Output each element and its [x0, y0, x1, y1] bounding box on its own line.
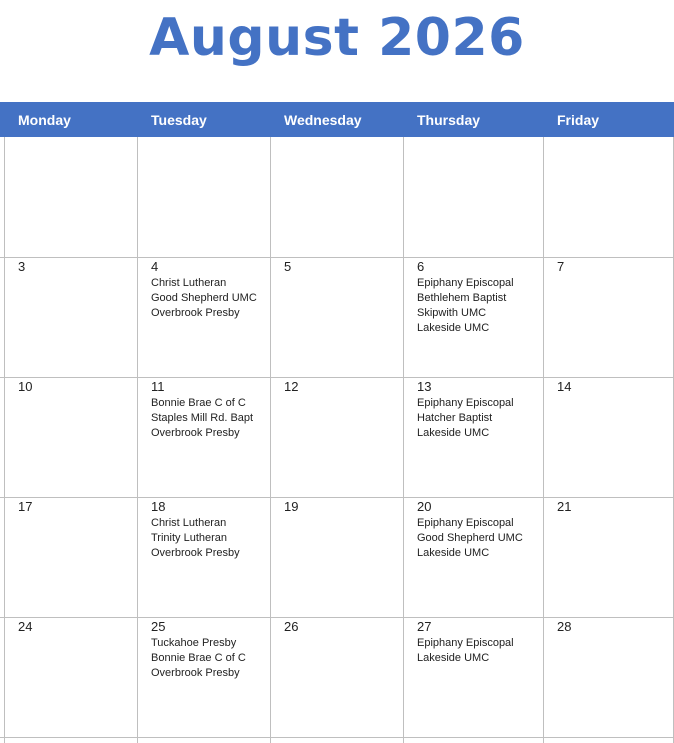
day-number: 6: [417, 259, 425, 274]
event-item[interactable]: Christ Lutheran: [151, 517, 227, 529]
event-item[interactable]: Epiphany Episcopal: [417, 517, 514, 529]
grid-line: [403, 137, 404, 743]
day-number: 25: [151, 619, 166, 634]
event-item[interactable]: Good Shepherd UMC: [151, 292, 257, 304]
day-cell[interactable]: [284, 379, 298, 396]
grid-line: [4, 137, 5, 743]
day-number: 26: [284, 619, 299, 634]
day-number: 27: [417, 619, 432, 634]
day-cell[interactable]: [417, 379, 514, 441]
day-cell[interactable]: [151, 499, 240, 561]
day-number: 20: [417, 499, 432, 514]
header-thursday: Thursday: [417, 112, 481, 128]
day-number: 12: [284, 379, 299, 394]
day-cell[interactable]: [417, 619, 514, 666]
weekday-header-bar: [0, 102, 674, 137]
day-cell[interactable]: [557, 619, 571, 636]
event-item[interactable]: Overbrook Presby: [151, 667, 240, 679]
day-number: 4: [151, 259, 159, 274]
day-cell[interactable]: [557, 499, 571, 516]
day-number: 10: [18, 379, 33, 394]
event-item[interactable]: Lakeside UMC: [417, 427, 490, 439]
day-number: 14: [557, 379, 572, 394]
day-cell[interactable]: [557, 259, 564, 276]
grid-line: [0, 617, 674, 618]
header-friday: Friday: [557, 112, 600, 128]
day-number: 18: [151, 499, 166, 514]
header-monday: Monday: [18, 112, 71, 128]
grid-line: [0, 497, 674, 498]
event-list: [151, 396, 253, 441]
day-cell[interactable]: [417, 499, 523, 561]
event-item[interactable]: Bonnie Brae C of C: [151, 397, 246, 409]
event-item[interactable]: Lakeside UMC: [417, 322, 490, 334]
grid-line: [270, 137, 271, 743]
day-cell[interactable]: [18, 379, 32, 396]
day-cell[interactable]: [18, 499, 32, 516]
event-list: [151, 276, 257, 321]
event-item[interactable]: Staples Mill Rd. Bapt: [151, 412, 254, 424]
day-number: 17: [18, 499, 33, 514]
event-item[interactable]: Overbrook Presby: [151, 427, 240, 439]
grid-line: [0, 377, 674, 378]
event-item[interactable]: Epiphany Episcopal: [417, 637, 514, 649]
day-number: 7: [557, 259, 565, 274]
grid-line: [137, 137, 138, 743]
event-list: [417, 396, 514, 441]
day-cell[interactable]: [284, 499, 298, 516]
grid-line: [0, 257, 674, 258]
day-number: 13: [417, 379, 432, 394]
event-item[interactable]: Lakeside UMC: [417, 652, 490, 664]
day-number: 11: [151, 379, 165, 394]
event-item[interactable]: Overbrook Presby: [151, 307, 240, 319]
day-cell[interactable]: [18, 619, 32, 636]
event-item[interactable]: Trinity Lutheran: [151, 532, 228, 544]
day-cell[interactable]: [284, 259, 291, 276]
event-item[interactable]: Good Shepherd UMC: [417, 532, 523, 544]
day-number: 19: [284, 499, 299, 514]
day-number: 28: [557, 619, 572, 634]
day-cell[interactable]: [151, 619, 246, 681]
event-list: [151, 516, 240, 561]
grid-line: [543, 137, 544, 743]
day-cell[interactable]: [151, 379, 253, 441]
day-cell[interactable]: [284, 619, 298, 636]
event-item[interactable]: Bethlehem Baptist: [417, 292, 507, 304]
event-item[interactable]: Tuckahoe Presby: [151, 637, 237, 649]
event-list: [151, 636, 246, 681]
day-number: 24: [18, 619, 33, 634]
day-number: 21: [557, 499, 572, 514]
event-list: [417, 276, 514, 336]
header-tuesday: Tuesday: [151, 112, 207, 128]
calendar-grid: [0, 137, 674, 743]
event-item[interactable]: Bonnie Brae C of C: [151, 652, 246, 664]
day-cell[interactable]: [417, 259, 514, 336]
event-item[interactable]: Overbrook Presby: [151, 547, 240, 559]
header-wednesday: Wednesday: [284, 112, 362, 128]
day-cell[interactable]: [151, 259, 257, 321]
event-item[interactable]: Epiphany Episcopal: [417, 277, 514, 289]
event-item[interactable]: Skipwith UMC: [417, 307, 487, 319]
event-item[interactable]: Epiphany Episcopal: [417, 397, 514, 409]
event-item[interactable]: Hatcher Baptist: [417, 412, 493, 424]
event-item[interactable]: Christ Lutheran: [151, 277, 227, 289]
event-item[interactable]: Lakeside UMC: [417, 547, 490, 559]
event-list: [417, 636, 514, 666]
day-cell[interactable]: [18, 259, 25, 276]
grid-line: [0, 737, 674, 738]
calendar-title: August 2026: [149, 8, 525, 68]
event-list: [417, 516, 523, 561]
day-cell[interactable]: [557, 379, 571, 396]
day-number: 5: [284, 259, 292, 274]
day-number: 3: [18, 259, 26, 274]
